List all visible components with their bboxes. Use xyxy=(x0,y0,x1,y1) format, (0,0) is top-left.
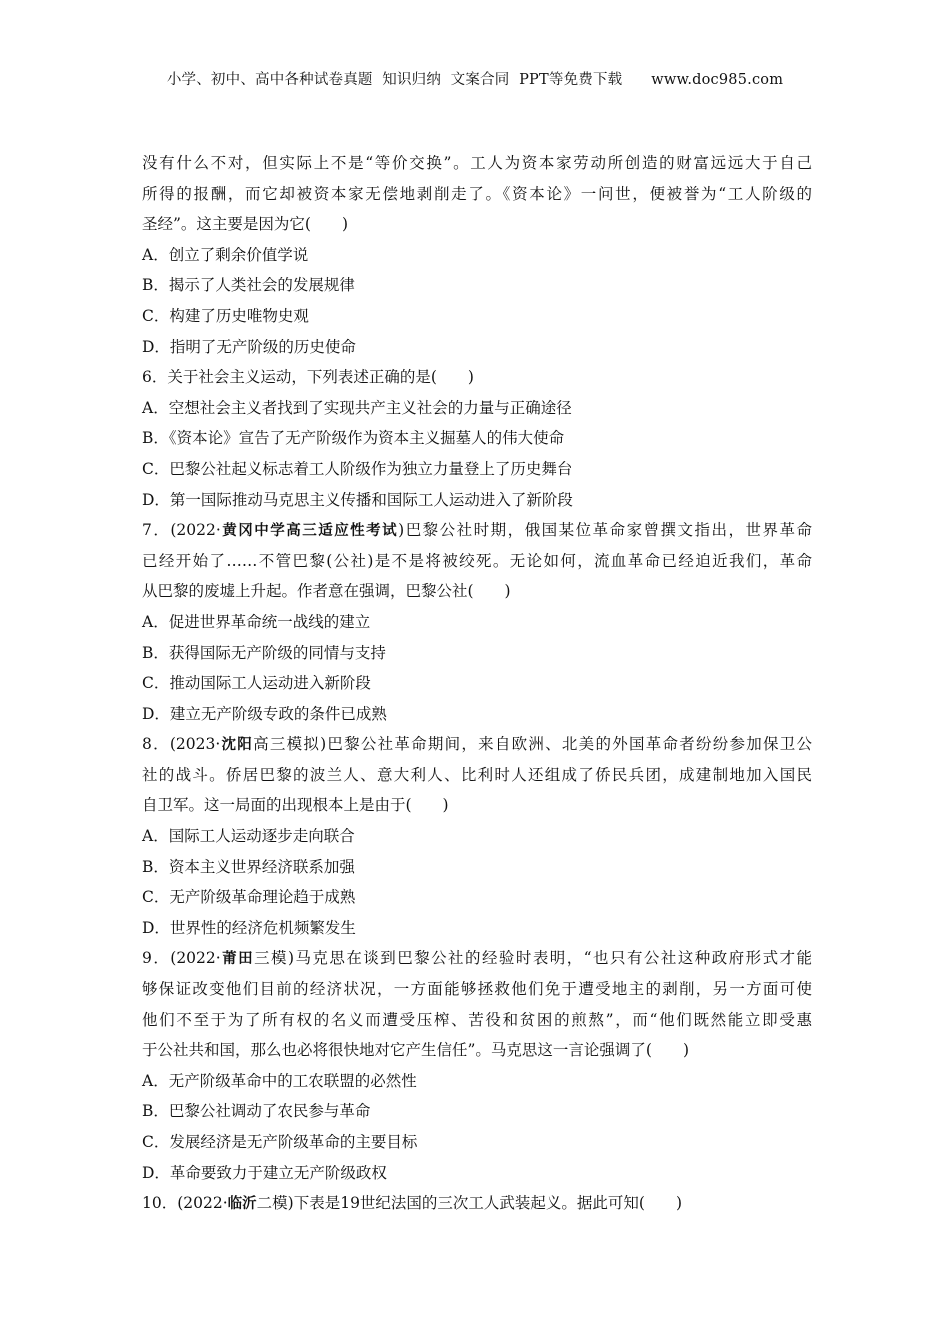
option-d: D．世界性的经济危机频繁发生 xyxy=(142,918,356,937)
option-d: D．革命要致力于建立无产阶级政权 xyxy=(142,1163,387,1182)
question-stem-text: )巴黎公社时期，俄国某位革命家曾撰文指出，世界革命 xyxy=(398,521,812,540)
option-c: C．巴黎公社起义标志着工人阶级作为独立力量登上了历史舞台 xyxy=(142,459,573,478)
question-stem-text: 二模)下表是19世纪法国的三次工人武装起义。据此可知( ) xyxy=(256,1194,683,1213)
question-stem-text: 三模)马克思在谈到巴黎公社的经验时表明，“也只有公社这种政府形式才能 xyxy=(254,949,812,968)
question-source: 临沂 xyxy=(227,1196,257,1213)
option-a: A．无产阶级革命中的工农联盟的必然性 xyxy=(142,1071,417,1090)
question-stem-line: 社的战斗。侨居巴黎的波兰人、意大利人、比利时人还组成了侨民兵团，成建制地加入国民 xyxy=(142,765,812,784)
question-stem-text: 高三模拟)巴黎公社革命期间，来自欧洲、北美的外国革命者纷纷参加保卫公 xyxy=(253,735,812,754)
option-b: B．资本主义世界经济联系加强 xyxy=(142,857,355,876)
question-7 xyxy=(142,515,812,729)
question-stem-line xyxy=(142,729,812,760)
option-a: A．创立了剩余价值学说 xyxy=(142,245,309,264)
option-b: B．《资本论》宣告了无产阶级作为资本主义掘墓人的伟大使命 xyxy=(142,429,565,448)
option-c: C．构建了历史唯物史观 xyxy=(142,306,309,325)
question-stem-line: 从巴黎的废墟上升起。作者意在强调，巴黎公社( ) xyxy=(142,582,511,601)
question-5 xyxy=(142,148,812,362)
option-a: A．空想社会主义者找到了实现共产主义社会的力量与正确途径 xyxy=(142,398,572,417)
question-number: 10．(2022· xyxy=(142,1194,228,1213)
question-stem-line: 所得的报酬，而它却被资本家无偿地剥削走了。《资本论》一问世，便被誉为“工人阶级的 xyxy=(142,184,812,203)
question-source: 莆田 xyxy=(220,951,255,968)
question-stem-line: 够保证改变他们目前的经济状况，一方面能够拯救他们免于遭受地主的剥削，另一方面可使 xyxy=(142,980,812,999)
page-header: 小学、初中、高中各种试卷真题 知识归纳 文案合同 PPT等免费下载 www.doc985.com xyxy=(166,72,784,88)
question-10 xyxy=(142,1188,812,1219)
question-source: 黄冈中学高三适应性考试 xyxy=(220,523,399,540)
option-c: C．发展经济是无产阶级革命的主要目标 xyxy=(142,1133,418,1151)
question-stem-line xyxy=(142,1188,812,1219)
option-a: A．促进世界革命统一战线的建立 xyxy=(142,612,371,631)
question-6 xyxy=(142,362,812,515)
question-stem-line: 没有什么不对，但实际上不是“等价交换”。工人为资本家劳动所创造的财富远远大于自己 xyxy=(142,154,812,172)
question-stem-line: 已经开始了……不管巴黎(公社)是不是将被绞死。无论如何，流血革命已经迫近我们，革命 xyxy=(142,551,812,570)
option-a: A．国际工人运动逐步走向联合 xyxy=(142,827,355,846)
question-stem-line xyxy=(142,515,812,546)
question-stem-line: 他们不至于为了所有权的名义而遭受压榨、苦役和贫困的煎熬”，而“他们既然能立即受惠 xyxy=(142,1010,812,1029)
question-stem-line: 自卫军。这一局面的出现根本上是由于( ) xyxy=(142,796,449,815)
option-d: D．指明了无产阶级的历史使命 xyxy=(142,337,356,356)
question-number: 7．(2022· xyxy=(142,521,221,540)
option-c: C．无产阶级革命理论趋于成熟 xyxy=(142,888,356,907)
document-body xyxy=(142,148,812,1219)
option-b: B．揭示了人类社会的发展规律 xyxy=(142,276,355,295)
option-b: B．巴黎公社调动了农民参与革命 xyxy=(142,1102,371,1121)
question-stem-line: 圣经”。这主要是因为它( ) xyxy=(142,215,349,234)
option-d: D．建立无产阶级专政的条件已成熟 xyxy=(142,704,387,723)
question-number: 8．(2023· xyxy=(142,735,221,754)
option-b: B．获得国际无产阶级的同情与支持 xyxy=(142,643,386,662)
question-number: 9．(2022· xyxy=(142,949,221,968)
option-d: D．第一国际推动马克思主义传播和国际工人运动进入了新阶段 xyxy=(142,490,573,509)
question-stem-line xyxy=(142,943,812,974)
question-stem-line: 6．关于社会主义运动，下列表述正确的是( ) xyxy=(142,368,474,387)
question-stem-line: 于公社共和国，那么也必将很快地对它产生信任”。马克思这一言论强调了( ) xyxy=(142,1041,690,1060)
question-source: 沈阳 xyxy=(220,737,254,754)
option-c: C．推动国际工人运动进入新阶段 xyxy=(142,674,371,693)
question-9 xyxy=(142,943,812,1188)
question-8 xyxy=(142,729,812,943)
